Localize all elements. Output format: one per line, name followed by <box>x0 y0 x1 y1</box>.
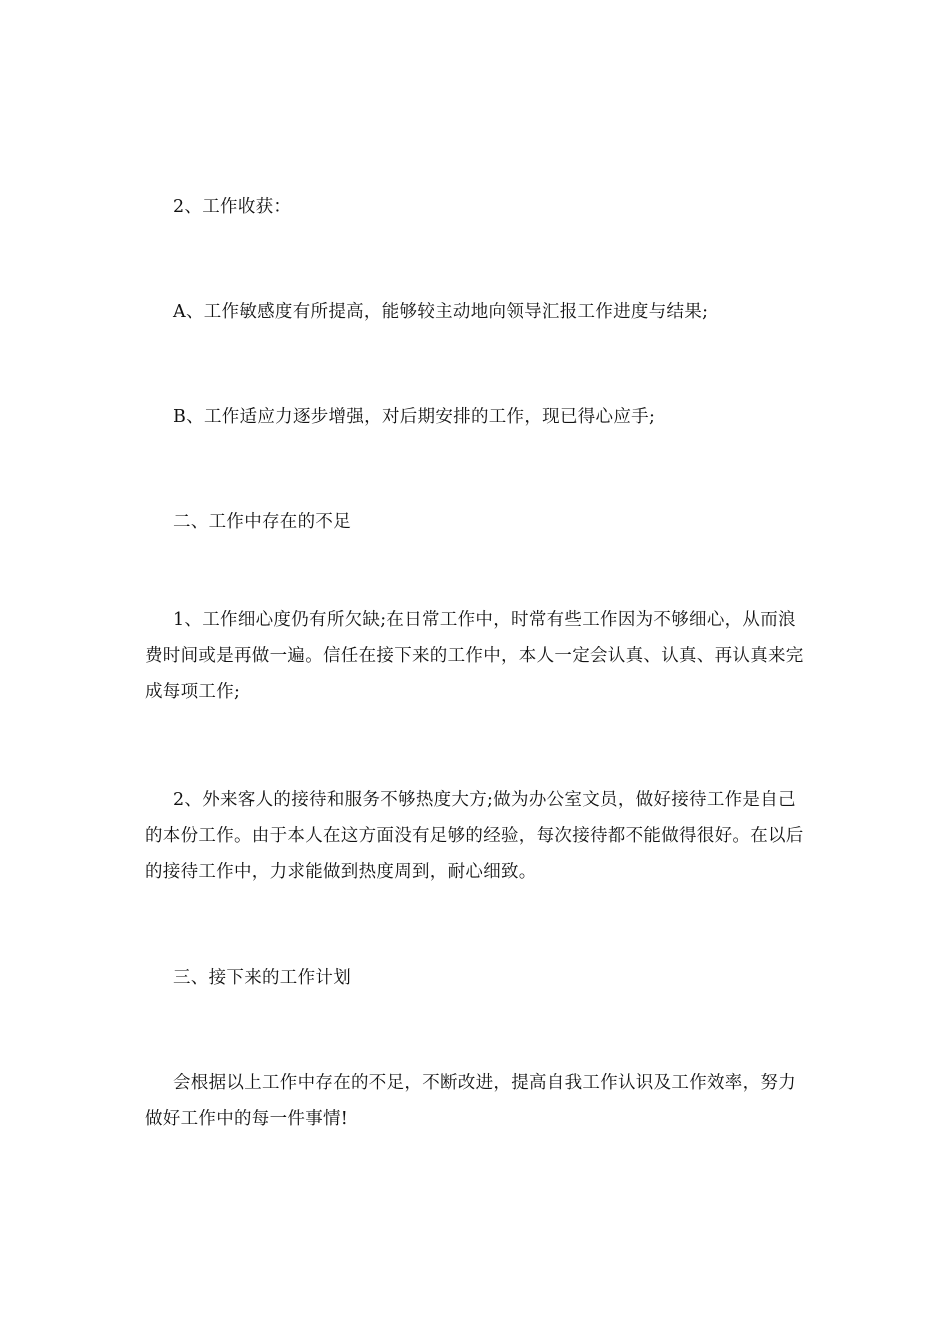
section-heading-next-plan: 三、接下来的工作计划 <box>173 968 351 988</box>
paragraph-shortcoming-2: 2、外来客人的接待和服务不够热度大方;做为办公室文员，做好接待工作是自己的本份工作。由于本人在这方面没有足够的经验，每次接待都不能做得很好。在以后的接待工作中，力求能做到热度周到，耐心细致。 <box>145 790 804 882</box>
section-heading-shortcomings: 二、工作中存在的不足 <box>173 512 351 532</box>
paragraph-shortcoming-1: 1、工作细心度仍有所欠缺;在日常工作中，时常有些工作因为不够细心，从而浪费时间或是再做一遍。信任在接下来的工作中，本人一定会认真、认真、再认真来完成每项工作; <box>145 610 804 702</box>
list-item-b: B、工作适应力逐步增强，对后期安排的工作，现已得心应手; <box>173 407 656 427</box>
paragraph-next-plan: 会根据以上工作中存在的不足，不断改进，提高自我工作认识及工作效率，努力做好工作中的每一件事情! <box>145 1073 796 1129</box>
list-item-a: A、工作敏感度有所提高，能够较主动地向领导汇报工作进度与结果; <box>173 302 709 322</box>
section-subheading-work-gains: 2、工作收获： <box>173 197 292 217</box>
